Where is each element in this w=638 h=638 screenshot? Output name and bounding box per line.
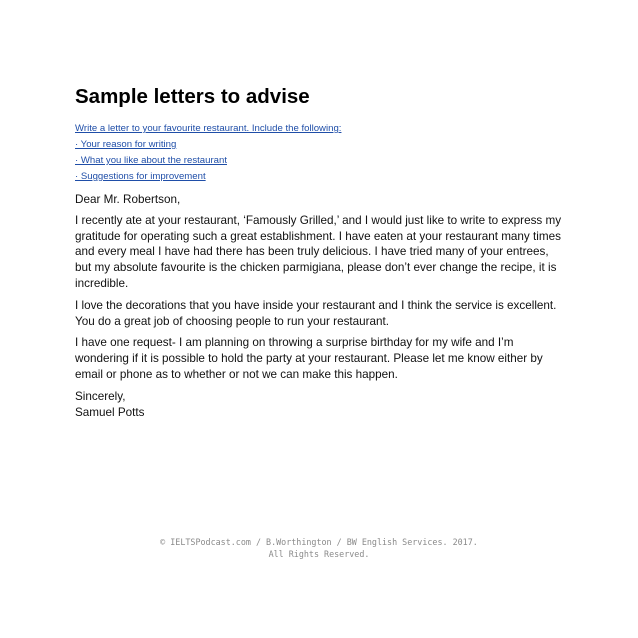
copyright-footer [0, 536, 638, 560]
letter-closing: Sincerely, [75, 389, 126, 403]
task-bullet-suggestions-link[interactable]: · Suggestions for improvement [75, 171, 206, 182]
letter-salutation: Dear Mr. Robertson, [75, 193, 181, 206]
letter-paragraph-2: I love the decorations that you have inside your restaurant and I think the service is excellent. You do a great job of choosing people to run your restaurant. [75, 298, 557, 328]
letter-signature: Samuel Potts [75, 405, 145, 419]
letter-paragraph-1: I recently ate at your restaurant, ‘Famously Grilled,’ and I would just like to write to express my gratitude for operating such a great establishment. I have eaten at your restaurant many times and every meal I have had there has been truly delicious. I have tried many of your entrees, but my absolute favourite is the chicken parmigiana, please don’t ever change the recipe, it is incredible. [75, 213, 562, 290]
task-instructions [75, 121, 575, 185]
task-prompt-link[interactable]: Write a letter to your favourite restaurant. Include the following: [75, 123, 342, 134]
footer-rights-line: All Rights Reserved. [268, 549, 370, 559]
page-title: Sample letters to advise [75, 85, 310, 108]
task-bullet-reason-link[interactable]: · Your reason for writing [75, 139, 177, 150]
letter-body [75, 192, 565, 420]
footer-copyright-line: © IELTSPodcast.com / B.Worthington / BW English Services. 2017. [160, 537, 478, 547]
task-bullet-likes-link[interactable]: · What you like about the restaurant [75, 155, 227, 166]
letter-paragraph-3: I have one request- I am planning on throwing a surprise birthday for my wife and I’m wondering if it is possible to hold the party at your restaurant. Please let me know either by email or phone as to whether or not we can make this happen. [75, 336, 543, 381]
